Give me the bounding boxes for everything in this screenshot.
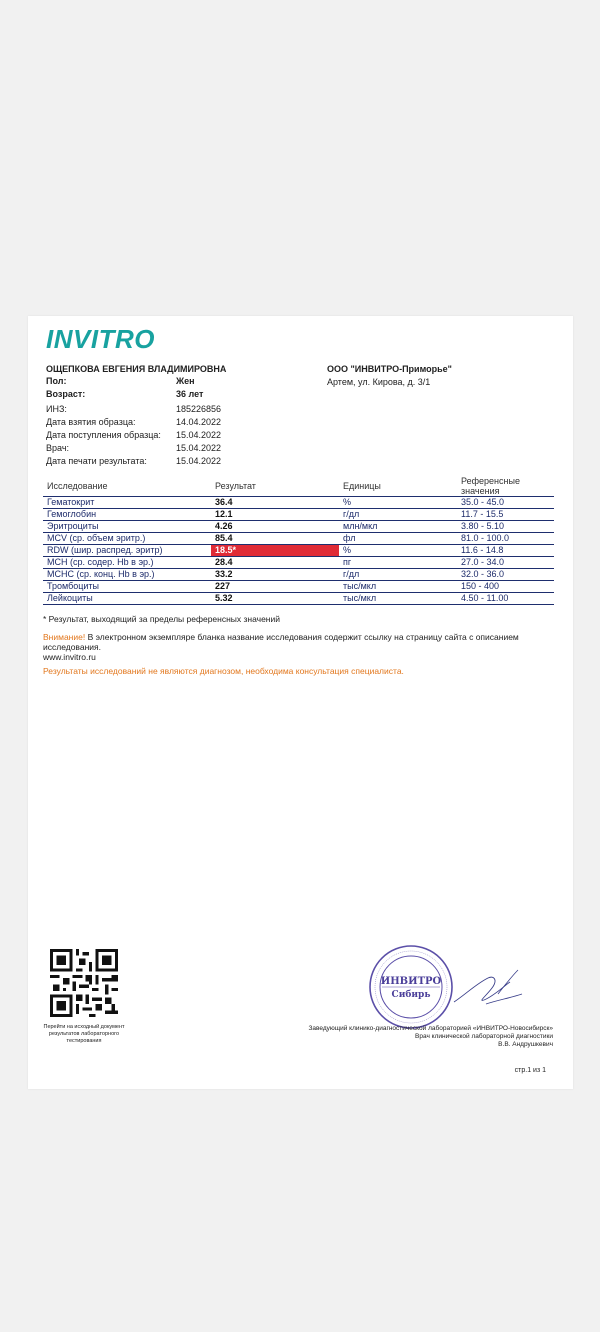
asterisk-note: * Результат, выходящий за пределы референсных значений — [43, 614, 280, 624]
unit: пг — [339, 557, 457, 569]
age-value: 36 лет — [176, 389, 204, 399]
reference-range: 11.7 - 15.5 — [457, 509, 554, 521]
sex-value: Жен — [176, 376, 195, 386]
test-name-link[interactable]: MCH (ср. содер. Hb в эр.) — [43, 557, 211, 569]
table-row — [43, 569, 554, 581]
print-date-label: Дата печати результата: — [46, 456, 147, 466]
page-number: стр.1 из 1 — [514, 1067, 546, 1074]
table-row — [43, 497, 554, 509]
signature-line-1: Заведующий клинико-диагностической лабораторией «ИНВИТРО-Новосибирск» — [308, 1025, 553, 1032]
reference-range: 32.0 - 36.0 — [457, 569, 554, 581]
stamp-main-text: ИНВИТРО — [380, 976, 442, 987]
sample-date-label: Дата взятия образца: — [46, 417, 136, 427]
result-sheet — [28, 316, 573, 1089]
unit: г/дл — [339, 569, 457, 581]
invitro-logo: INVITRO — [46, 324, 155, 354]
print-date-value: 15.04.2022 — [176, 456, 222, 466]
test-name-link[interactable]: MCV (ср. объем эритр.) — [43, 533, 211, 545]
unit: % — [339, 545, 457, 557]
table-row — [43, 533, 554, 545]
disclaimer: Результаты исследований не являются диагнозом, необходима консультация специалиста. — [43, 666, 404, 676]
test-name-link[interactable]: Эритроциты — [43, 521, 211, 533]
result-value: 33.2 — [211, 569, 339, 581]
signature — [448, 964, 528, 1014]
table-header-row — [43, 476, 554, 497]
doctor-label: Врач: — [46, 443, 70, 453]
unit: % — [339, 497, 457, 509]
attention-word: Внимание! — [43, 632, 86, 642]
attention-text: В электронном экземпляре бланка название исследования содержит ссылку на страницу сайта с описанием исследования. — [43, 632, 519, 652]
test-name-link[interactable]: Гемоглобин — [43, 509, 211, 521]
unit: г/дл — [339, 509, 457, 521]
signature-line-2: Врач клинической лабораторной диагностики — [415, 1033, 553, 1040]
reference-range: 27.0 - 34.0 — [457, 557, 554, 569]
table-row — [43, 557, 554, 569]
unit: фл — [339, 533, 457, 545]
reference-range: 4.50 - 11.00 — [457, 593, 554, 605]
attention-note — [43, 632, 558, 652]
lab-stamp — [368, 944, 454, 1030]
header-test: Исследование — [43, 476, 211, 497]
table-row — [43, 509, 554, 521]
inz-value: 185226856 — [176, 404, 222, 414]
results-table — [43, 476, 554, 605]
table-row — [43, 521, 554, 533]
unit: тыс/мкл — [339, 581, 457, 593]
lab-name: ООО "ИНВИТРО-Приморье" — [327, 364, 452, 374]
sex-label: Пол: — [46, 376, 67, 386]
qr-caption: Перейти на исходный документ результатов лабораторного тестирования — [43, 1024, 125, 1044]
result-value: 4.26 — [211, 521, 339, 533]
table-row — [43, 593, 554, 605]
doctor-value: 15.04.2022 — [176, 443, 222, 453]
result-value: 12.1 — [211, 509, 339, 521]
sample-date-value: 14.04.2022 — [176, 417, 222, 427]
test-name-link[interactable]: Лейкоциты — [43, 593, 211, 605]
test-name-link[interactable]: MCHC (ср. конц. Hb в эр.) — [43, 569, 211, 581]
header-ref: Референсные значения — [457, 476, 554, 497]
site-link[interactable]: www.invitro.ru — [43, 652, 96, 662]
reference-range: 11.6 - 14.8 — [457, 545, 554, 557]
reference-range: 3.80 - 5.10 — [457, 521, 554, 533]
header-unit: Единицы — [339, 476, 457, 497]
test-name-link[interactable]: Гематокрит — [43, 497, 211, 509]
unit: тыс/мкл — [339, 593, 457, 605]
qr-code[interactable] — [50, 949, 118, 1017]
test-name-link[interactable]: Тромбоциты — [43, 581, 211, 593]
inz-label: ИНЗ: — [46, 404, 67, 414]
result-value: 36.4 — [211, 497, 339, 509]
result-value: 227 — [211, 581, 339, 593]
received-date-label: Дата поступления образца: — [46, 430, 161, 440]
received-date-value: 15.04.2022 — [176, 430, 222, 440]
table-row-flagged — [43, 545, 554, 557]
patient-name: ОЩЕПКОВА ЕВГЕНИЯ ВЛАДИМИРОВНА — [46, 364, 227, 374]
test-name-link[interactable]: RDW (шир. распред. эритр) — [43, 545, 211, 557]
reference-range: 35.0 - 45.0 — [457, 497, 554, 509]
unit: млн/мкл — [339, 521, 457, 533]
lab-address: Артем, ул. Кирова, д. 3/1 — [327, 377, 431, 387]
result-value-out-of-range: 18.5* — [211, 545, 339, 557]
table-row — [43, 581, 554, 593]
signature-block — [308, 1025, 553, 1049]
age-label: Возраст: — [46, 389, 86, 399]
header-result: Результат — [211, 476, 339, 497]
result-value: 28.4 — [211, 557, 339, 569]
reference-range: 150 - 400 — [457, 581, 554, 593]
reference-range: 81.0 - 100.0 — [457, 533, 554, 545]
result-value: 5.32 — [211, 593, 339, 605]
result-value: 85.4 — [211, 533, 339, 545]
stamp-sub-text: Сибирь — [391, 990, 431, 1000]
signature-line-3: В.В. Андрушкевич — [498, 1041, 553, 1048]
